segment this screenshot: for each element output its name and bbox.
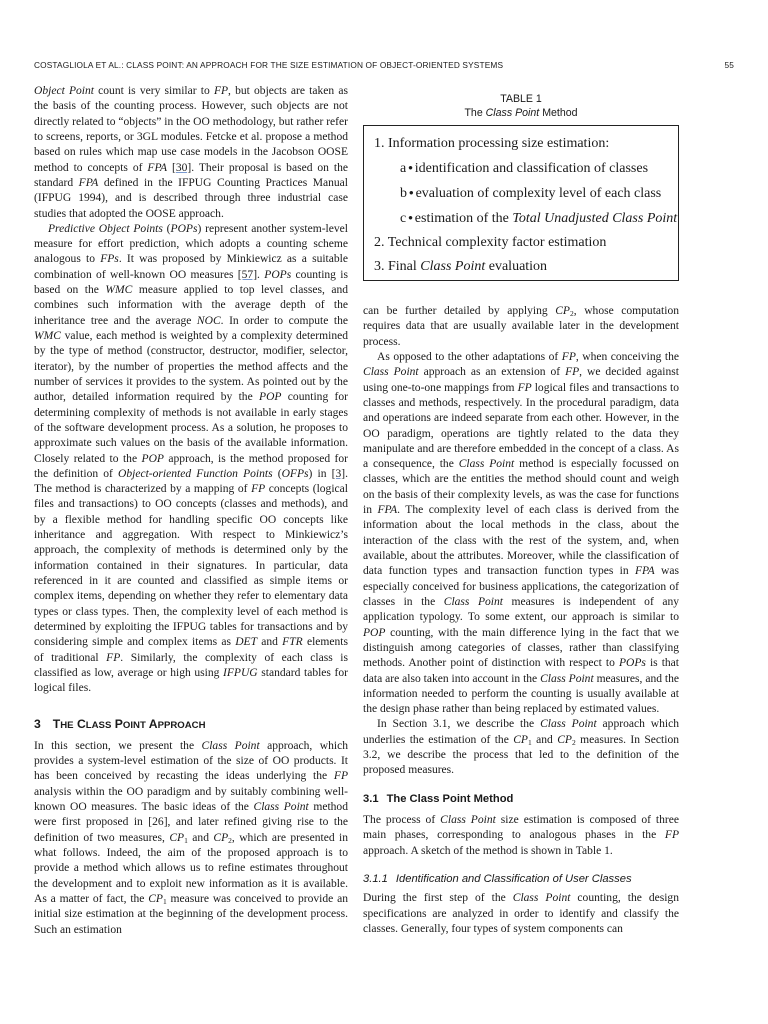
section-3-1-1-heading: 3.1.1 Identification and Classification of User Classes xyxy=(363,872,632,885)
section-3-1-heading: 3.1 The Class Point Method xyxy=(363,792,514,805)
table-label: TABLE 1 xyxy=(500,93,542,105)
bullet-icon: • xyxy=(409,185,414,200)
citation-link[interactable]: [57] xyxy=(237,268,258,281)
table-item-2: 2. Technical complexity factor estimation xyxy=(374,235,607,250)
table-title: The Class Point Method xyxy=(464,107,578,119)
citation-link[interactable]: [30] xyxy=(172,161,192,174)
table-item-1b: b • evaluation of complexity level of each class xyxy=(400,185,662,201)
section-3-heading: 3 THE CLASS POINT APPROACH xyxy=(34,716,206,731)
bullet-icon: • xyxy=(408,210,413,225)
paragraph: Predictive Object Points (POPs) represent another system-level measure for effort prediction, which adopts a counting scheme analogous to FPs. It was proposed by Minkiewicz as a suitable combination of well-known OO measures [57]. POPs counting is based on the WMC measure applied to top level classes, and combines such information with the average depth of the inheritance tree and the average NOC. In order to compute the WMC value, each method is weighted by a complexity determined by the type of method (constructor, destructor, modifier, selector, iterator), by the number of properties the method affects and the number of services it provides to the system. As pointed out by the author, detailed information required by the POP counting for determining complexity of methods is not available in early stages of the software development process. As a solution, he proposes to approximate such values on the basis of the available information. Closely related to the POP approach, is the method proposed for the definition of Object-oriented Function Points (OFPs) in [3]. The method is characterized by a mapping of FP concepts (logical files and transactions) to OO concepts (classes and methods), and by a flexible method for handling specific OO concepts like inheritance and aggregation. With respect to Minkiewicz’s approach, the complexity of methods is determined only by the information contained in their signatures. In particular, data referenced in it are counted and classified as simple items or complex items, depending on whether they refer to elementary data types or class types. Then, the complexity level of each method is determined by exploiting the IFPUG tables for transactions and by considering simple and complex items as DET and FTR elements of traditional FP. Similarly, the complexity of each class is classified as low, average or high using IFPUG standard tables for logical files. xyxy=(34,222,349,695)
paragraph: In this section, we present the Class Point approach, which provides a system-level estimation of the size of OO products. It has been conceived by recasting the ideas underlying the FP analysis within the OO paradigm and by suitably combining well-known OO measures. The basic ideas of the Class Point method were first proposed in [26], and later refined giving rise to the definition of two measures, $CP_1$ and $CP_2$, which are presented in what follows. Indeed, the aim of the proposed approach is to provide a method which allows us to refine estimates throughout the development and to exploit new information as it is available. As a matter of fact, the $CP_1$ measure was conceived to provide an initial size estimation at the beginning of the development process. Such an estimation xyxy=(34,739,348,936)
table-item-1a: a • identification and classification of classes xyxy=(400,160,649,176)
paragraph: Object Point count is very similar to FP, but objects are taken as the basis of the counting process. However, such objects are not directly related to “objects” in the OO methodology, but rather refer to screens, reports, or 3GL modules. Fetcke et al. propose a method based on rules which map use case models in the Jacobson OOSE method to concepts of FPA [30]. Their proposal is based on the standard FPA defined in the IFPUG Counting Practices Manual (IFPUG 1994), and is described through three industrial case studies that adopted the OOSE approach. xyxy=(34,85,348,220)
citation-link[interactable]: [3] xyxy=(331,467,346,480)
paragraph: can be further detailed by applying $CP_2$, whose computation requires data that are usually available later in the development process. xyxy=(363,305,679,348)
table-caption xyxy=(363,92,679,120)
running-header xyxy=(34,60,734,70)
paragraph: The process of Class Point size estimation is composed of three main phases, corresponding to analogous phases in the FP approach. A sketch of the method is shown in Table 1. xyxy=(363,814,679,857)
page-number: 55 xyxy=(724,60,734,70)
left-column xyxy=(34,84,348,938)
table-item-3: 3. Final Class Point evaluation xyxy=(374,259,548,274)
paragraph: As opposed to the other adaptations of FP, when conceiving the Class Point approach as an extension of FP, we decided against using one-to-one mappings from FP logical files and transactions to classes and methods, respectively. In the procedural paradigm, data and operations are indeed separate from each other. However, in the OO paradigm, operations are tightly related to the data they manipulate and are therefore embedded in the concept of a class. As a consequence, the Class Point method is especially focussed on classes, which are the entities the method should count and weigh on the basis of their complexity levels, as was the case for functions in FPA. The complexity level of each class is derived from the information about the local methods in the class, about the interaction of the class with the rest of the system, and, when available, about the attributes. Moreover, while the classification of data function types and transaction function types in FPA was especially conceived for business applications, the categorization of classes in the Class Point measures is independent of any application typology. To some extent, our approach is similar to POP counting, with the main difference lying in the fact that we distinguish among categories of classes, rather than classifying methods. Another point of distinction with respect to POPs is that data are also taken into account in the Class Point measures, and the information needed to perform the counting is usually available at the design phase rather than being replaced by estimated values. xyxy=(363,350,680,716)
running-title: COSTAGLIOLA ET AL.: CLASS POINT: AN APPROACH FOR THE SIZE ESTIMATION OF OBJECT-ORIENTED SYSTEMS xyxy=(34,60,504,70)
paragraph: During the first step of the Class Point counting, the design specifications are analyzed in order to identify and classify the classes. Generally, four types of system components can xyxy=(363,892,679,935)
bullet-icon: • xyxy=(408,160,413,175)
table-item-1c: c • estimation of the Total Unadjusted Class Point xyxy=(400,210,678,226)
paragraph: In Section 3.1, we describe the Class Point approach which underlies the estimation of the $CP_1$ and $CP_2$ measures. In Section 3.2, we describe the process that led to the definition of the proposed measures. xyxy=(363,718,680,777)
class-point-method-table xyxy=(363,125,679,281)
right-column xyxy=(363,304,679,937)
table-item-1: 1. Information processing size estimation: xyxy=(374,136,610,151)
